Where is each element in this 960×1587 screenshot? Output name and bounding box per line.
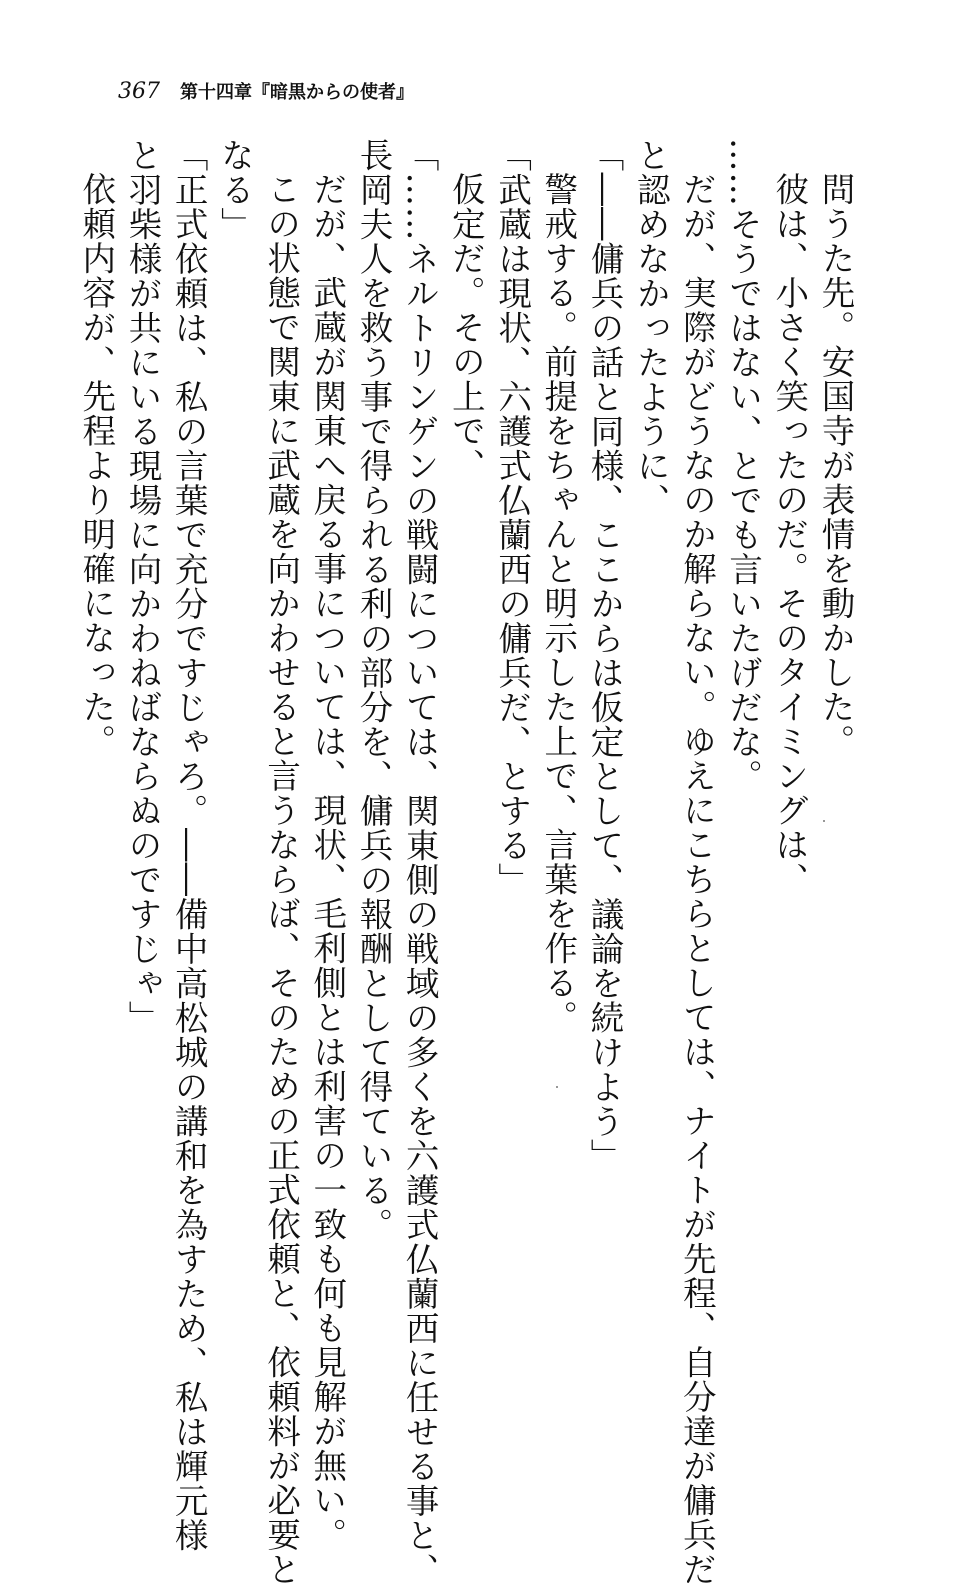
text-line: 長岡夫人を救う事で得られる利の部分を、傭兵の報酬として得ている。 xyxy=(353,138,393,1242)
text-line: 彼は、小さく笑ったのだ。そのタイミングは、 xyxy=(769,171,809,896)
text-line: 依頼内容が、先程より明確になった。 xyxy=(76,171,116,758)
text-line: ……そうではない、とでも言いたげだな。 xyxy=(723,138,763,794)
text-line: 問うた先。安国寺が表情を動かした。 xyxy=(816,171,855,758)
text-line: 警戒する。前提をちゃんと明示した上で、言葉を作る。 xyxy=(538,171,578,1034)
scan-speck xyxy=(556,1086,558,1088)
scan-speck xyxy=(823,820,825,822)
chapter-title: 第十四章『暗黒からの使者』 xyxy=(180,82,415,103)
body-text xyxy=(76,138,858,1587)
running-head xyxy=(118,78,414,104)
text-line: なる」 xyxy=(215,138,255,242)
text-line: だが、実際がどうなのか解らない。ゆえにこちらとしては、ナイトが先程、自分達が傭兵だ xyxy=(677,171,717,1586)
page-number: 367 xyxy=(118,79,160,104)
text-line: 「――傭兵の話と同様、ここからは仮定として、議論を続けよう」 xyxy=(584,138,624,1173)
text-line: 「正式依頼は、私の言葉で充分ですじゃろ。――備中高松城の講和を為すため、私は輝元様 xyxy=(169,138,209,1553)
text-line: だが、武蔵が関東へ戻る事については、現状、毛利側とは利害の一致も何も見解が無い。 xyxy=(307,171,347,1552)
text-line: と認めなかったように、 xyxy=(631,138,671,518)
text-line: この状態で関東に武蔵を向かわせると言うならば、そのための正式依頼と、依頼料が必要と xyxy=(261,171,301,1586)
text-line: 「武蔵は現状、六護式仏蘭西の傭兵だ、とする」 xyxy=(492,138,532,897)
text-line: と羽柴様が共にいる現場に向かわねばならぬのですじゃ」 xyxy=(122,138,162,1035)
text-line: 「……ネルトリンゲンの戦闘については、関東側の戦域の多くを六護式仏蘭西に任せる事と、 xyxy=(400,138,440,1587)
text-line: 仮定だ。その上で、 xyxy=(446,171,486,482)
